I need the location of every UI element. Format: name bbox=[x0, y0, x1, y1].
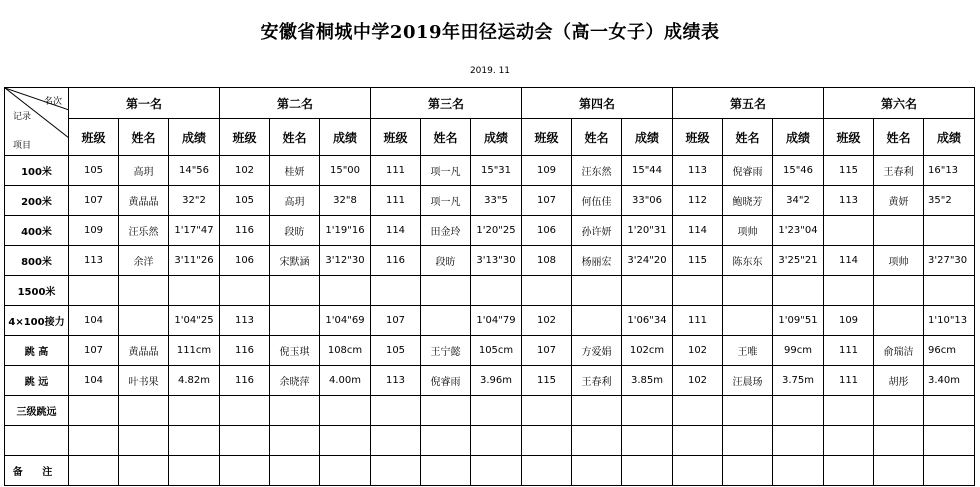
score-cell bbox=[169, 276, 220, 306]
score-cell: 15"00 bbox=[320, 156, 371, 186]
class-cell: 115 bbox=[673, 246, 723, 276]
report-date: 2019. 11 bbox=[469, 66, 511, 76]
event-name: 跳 远 bbox=[5, 366, 69, 396]
name-cell bbox=[572, 426, 622, 456]
rank-header: 第六名 bbox=[824, 88, 975, 119]
score-cell: 4.00m bbox=[320, 366, 371, 396]
score-cell: 1'04"69 bbox=[320, 306, 371, 336]
class-header: 班级 bbox=[522, 119, 572, 156]
name-cell: 项一凡 bbox=[421, 156, 471, 186]
class-cell bbox=[824, 396, 874, 426]
score-cell: 3.96m bbox=[471, 366, 522, 396]
class-cell: 107 bbox=[522, 336, 572, 366]
score-cell bbox=[169, 456, 220, 486]
score-cell: 1'04"79 bbox=[471, 306, 522, 336]
class-cell bbox=[69, 396, 119, 426]
event-name: 400米 bbox=[5, 216, 69, 246]
score-cell bbox=[471, 276, 522, 306]
name-cell: 孙许妍 bbox=[572, 216, 622, 246]
score-cell: 3'27"30 bbox=[924, 246, 975, 276]
name-cell bbox=[723, 426, 773, 456]
class-cell bbox=[220, 426, 270, 456]
name-cell: 桂妍 bbox=[270, 156, 320, 186]
score-cell bbox=[773, 426, 824, 456]
rank-header: 第三名 bbox=[371, 88, 522, 119]
table-row bbox=[5, 396, 975, 426]
class-cell: 111 bbox=[824, 336, 874, 366]
name-cell: 王春利 bbox=[874, 156, 924, 186]
class-cell: 105 bbox=[220, 186, 270, 216]
class-cell: 113 bbox=[371, 366, 421, 396]
class-header: 班级 bbox=[220, 119, 270, 156]
score-cell: 1'04"25 bbox=[169, 306, 220, 336]
corner-label-event: 项目 bbox=[13, 141, 32, 151]
event-name: 100米 bbox=[5, 156, 69, 186]
class-cell bbox=[522, 456, 572, 486]
name-header: 姓名 bbox=[874, 119, 924, 156]
name-cell: 段昉 bbox=[270, 216, 320, 246]
rank-header: 第一名 bbox=[69, 88, 220, 119]
class-cell: 116 bbox=[220, 336, 270, 366]
score-cell: 3'12"30 bbox=[320, 246, 371, 276]
class-cell bbox=[522, 276, 572, 306]
class-cell: 102 bbox=[522, 306, 572, 336]
class-cell bbox=[69, 426, 119, 456]
score-cell: 3.40m bbox=[924, 366, 975, 396]
score-header: 成绩 bbox=[169, 119, 220, 156]
class-header: 班级 bbox=[673, 119, 723, 156]
event-name bbox=[5, 426, 69, 456]
score-cell bbox=[622, 396, 673, 426]
class-header: 班级 bbox=[371, 119, 421, 156]
rank-header: 第二名 bbox=[220, 88, 371, 119]
name-cell: 黄晶晶 bbox=[119, 186, 169, 216]
name-cell: 叶书果 bbox=[119, 366, 169, 396]
table-row bbox=[5, 276, 975, 306]
class-cell: 111 bbox=[824, 366, 874, 396]
score-cell: 1'20"31 bbox=[622, 216, 673, 246]
event-name: 备 注 bbox=[5, 456, 69, 486]
table-row bbox=[5, 456, 975, 486]
score-cell: 3'13"30 bbox=[471, 246, 522, 276]
name-cell bbox=[874, 276, 924, 306]
score-cell: 1'10"13 bbox=[924, 306, 975, 336]
score-cell bbox=[773, 276, 824, 306]
class-cell: 111 bbox=[371, 156, 421, 186]
name-cell: 余晓萍 bbox=[270, 366, 320, 396]
name-cell bbox=[874, 396, 924, 426]
name-cell: 宋默涵 bbox=[270, 246, 320, 276]
class-cell: 107 bbox=[522, 186, 572, 216]
class-cell bbox=[69, 456, 119, 486]
score-cell bbox=[622, 276, 673, 306]
score-cell: 108cm bbox=[320, 336, 371, 366]
event-name: 跳 高 bbox=[5, 336, 69, 366]
class-cell bbox=[69, 276, 119, 306]
score-cell: 15"46 bbox=[773, 156, 824, 186]
name-cell bbox=[723, 306, 773, 336]
score-cell bbox=[924, 456, 975, 486]
name-cell: 俞瑞洁 bbox=[874, 336, 924, 366]
score-cell bbox=[320, 276, 371, 306]
class-cell: 102 bbox=[673, 336, 723, 366]
class-cell: 116 bbox=[220, 366, 270, 396]
class-cell: 105 bbox=[69, 156, 119, 186]
results-table bbox=[4, 87, 975, 486]
name-header: 姓名 bbox=[421, 119, 471, 156]
score-cell: 111cm bbox=[169, 336, 220, 366]
name-cell: 何伍佳 bbox=[572, 186, 622, 216]
score-cell bbox=[471, 396, 522, 426]
class-cell bbox=[673, 396, 723, 426]
name-cell bbox=[119, 306, 169, 336]
score-cell: 96cm bbox=[924, 336, 975, 366]
name-cell: 高玥 bbox=[270, 186, 320, 216]
class-cell: 115 bbox=[522, 366, 572, 396]
event-name: 4×100接力 bbox=[5, 306, 69, 336]
score-cell bbox=[320, 456, 371, 486]
score-cell: 1'20"25 bbox=[471, 216, 522, 246]
score-cell bbox=[924, 216, 975, 246]
class-header: 班级 bbox=[824, 119, 874, 156]
name-cell bbox=[572, 306, 622, 336]
score-header: 成绩 bbox=[320, 119, 371, 156]
score-cell bbox=[773, 456, 824, 486]
event-name: 200米 bbox=[5, 186, 69, 216]
name-header: 姓名 bbox=[723, 119, 773, 156]
name-cell bbox=[119, 276, 169, 306]
class-cell bbox=[220, 276, 270, 306]
class-cell: 112 bbox=[673, 186, 723, 216]
name-cell: 黄晶晶 bbox=[119, 336, 169, 366]
header-corner-cell bbox=[5, 88, 69, 156]
table-row bbox=[5, 306, 975, 336]
score-cell bbox=[622, 456, 673, 486]
score-cell: 32"2 bbox=[169, 186, 220, 216]
name-cell bbox=[874, 426, 924, 456]
name-cell bbox=[723, 276, 773, 306]
score-cell: 14"56 bbox=[169, 156, 220, 186]
event-name: 1500米 bbox=[5, 276, 69, 306]
score-cell: 102cm bbox=[622, 336, 673, 366]
event-name: 三级跳远 bbox=[5, 396, 69, 426]
score-cell bbox=[924, 426, 975, 456]
class-cell: 107 bbox=[371, 306, 421, 336]
score-cell: 3'11"26 bbox=[169, 246, 220, 276]
class-cell bbox=[824, 276, 874, 306]
score-cell: 16"13 bbox=[924, 156, 975, 186]
name-header: 姓名 bbox=[270, 119, 320, 156]
table-row bbox=[5, 366, 975, 396]
score-cell: 32"8 bbox=[320, 186, 371, 216]
class-cell: 111 bbox=[673, 306, 723, 336]
name-cell: 段昉 bbox=[421, 246, 471, 276]
score-header: 成绩 bbox=[471, 119, 522, 156]
table-row bbox=[5, 246, 975, 276]
class-cell: 107 bbox=[69, 186, 119, 216]
name-cell: 黄妍 bbox=[874, 186, 924, 216]
rank-header: 第五名 bbox=[673, 88, 824, 119]
class-cell: 106 bbox=[522, 216, 572, 246]
name-header: 姓名 bbox=[572, 119, 622, 156]
corner-label-rank: 名次 bbox=[43, 97, 62, 107]
class-cell bbox=[220, 456, 270, 486]
name-cell: 杨丽宏 bbox=[572, 246, 622, 276]
score-cell: 3'24"20 bbox=[622, 246, 673, 276]
class-cell: 113 bbox=[220, 306, 270, 336]
class-cell: 115 bbox=[824, 156, 874, 186]
class-cell: 111 bbox=[371, 186, 421, 216]
corner-label-record: 记录 bbox=[13, 112, 32, 122]
name-cell: 项一凡 bbox=[421, 186, 471, 216]
score-cell: 105cm bbox=[471, 336, 522, 366]
class-cell bbox=[371, 456, 421, 486]
name-cell bbox=[119, 426, 169, 456]
class-cell bbox=[371, 426, 421, 456]
name-cell bbox=[874, 306, 924, 336]
score-header: 成绩 bbox=[924, 119, 975, 156]
name-cell: 王宁懿 bbox=[421, 336, 471, 366]
class-cell: 106 bbox=[220, 246, 270, 276]
name-cell bbox=[421, 396, 471, 426]
score-cell: 1'23"04 bbox=[773, 216, 824, 246]
name-cell: 胡彤 bbox=[874, 366, 924, 396]
score-cell: 35"2 bbox=[924, 186, 975, 216]
class-cell: 113 bbox=[69, 246, 119, 276]
name-cell: 汪东然 bbox=[572, 156, 622, 186]
score-cell: 15"44 bbox=[622, 156, 673, 186]
class-header: 班级 bbox=[69, 119, 119, 156]
name-cell bbox=[421, 306, 471, 336]
class-cell: 102 bbox=[220, 156, 270, 186]
event-name: 800米 bbox=[5, 246, 69, 276]
name-cell bbox=[572, 396, 622, 426]
class-cell: 113 bbox=[824, 186, 874, 216]
name-cell bbox=[874, 456, 924, 486]
class-cell bbox=[522, 426, 572, 456]
class-cell: 114 bbox=[371, 216, 421, 246]
score-cell: 1'17"47 bbox=[169, 216, 220, 246]
page-title: 安徽省桐城中学2019年田径运动会（高一女子）成绩表 bbox=[260, 22, 720, 43]
score-cell: 1'19"16 bbox=[320, 216, 371, 246]
name-cell: 高玥 bbox=[119, 156, 169, 186]
name-cell bbox=[874, 216, 924, 246]
class-cell bbox=[673, 426, 723, 456]
class-cell: 113 bbox=[673, 156, 723, 186]
class-cell bbox=[220, 396, 270, 426]
score-cell: 3'25"21 bbox=[773, 246, 824, 276]
table-row bbox=[5, 216, 975, 246]
name-cell bbox=[270, 396, 320, 426]
name-cell bbox=[270, 456, 320, 486]
name-cell bbox=[572, 456, 622, 486]
score-cell bbox=[924, 276, 975, 306]
score-header: 成绩 bbox=[773, 119, 824, 156]
score-cell bbox=[924, 396, 975, 426]
class-cell: 104 bbox=[69, 366, 119, 396]
score-cell bbox=[622, 426, 673, 456]
name-cell: 汪晨玚 bbox=[723, 366, 773, 396]
name-cell: 鲍晓芳 bbox=[723, 186, 773, 216]
score-cell: 15"31 bbox=[471, 156, 522, 186]
name-cell: 项帅 bbox=[723, 216, 773, 246]
class-cell: 105 bbox=[371, 336, 421, 366]
table-row bbox=[5, 426, 975, 456]
name-cell: 田金玲 bbox=[421, 216, 471, 246]
score-cell: 99cm bbox=[773, 336, 824, 366]
class-cell: 116 bbox=[220, 216, 270, 246]
class-cell: 114 bbox=[673, 216, 723, 246]
class-cell: 107 bbox=[69, 336, 119, 366]
class-cell bbox=[673, 276, 723, 306]
class-cell bbox=[673, 456, 723, 486]
table-row bbox=[5, 186, 975, 216]
score-cell bbox=[773, 396, 824, 426]
score-cell bbox=[169, 396, 220, 426]
name-cell bbox=[572, 276, 622, 306]
name-header: 姓名 bbox=[119, 119, 169, 156]
score-cell: 34"2 bbox=[773, 186, 824, 216]
class-cell bbox=[824, 216, 874, 246]
score-cell: 33"06 bbox=[622, 186, 673, 216]
class-cell: 109 bbox=[69, 216, 119, 246]
class-cell: 104 bbox=[69, 306, 119, 336]
score-cell bbox=[169, 426, 220, 456]
table-row bbox=[5, 156, 975, 186]
class-cell bbox=[371, 276, 421, 306]
name-cell bbox=[723, 456, 773, 486]
class-cell: 109 bbox=[824, 306, 874, 336]
name-cell: 余洋 bbox=[119, 246, 169, 276]
class-cell: 108 bbox=[522, 246, 572, 276]
score-cell bbox=[320, 426, 371, 456]
class-cell bbox=[824, 456, 874, 486]
class-cell: 116 bbox=[371, 246, 421, 276]
name-cell bbox=[119, 396, 169, 426]
name-cell bbox=[119, 456, 169, 486]
name-cell: 倪睿雨 bbox=[421, 366, 471, 396]
score-cell bbox=[320, 396, 371, 426]
score-cell: 4.82m bbox=[169, 366, 220, 396]
name-cell: 倪睿雨 bbox=[723, 156, 773, 186]
class-cell: 102 bbox=[673, 366, 723, 396]
score-header: 成绩 bbox=[622, 119, 673, 156]
score-cell: 33"5 bbox=[471, 186, 522, 216]
score-cell: 1'06"34 bbox=[622, 306, 673, 336]
class-cell bbox=[522, 396, 572, 426]
name-cell: 汪乐然 bbox=[119, 216, 169, 246]
name-cell bbox=[270, 276, 320, 306]
name-cell bbox=[421, 456, 471, 486]
name-cell bbox=[421, 276, 471, 306]
name-cell: 陈东东 bbox=[723, 246, 773, 276]
name-cell: 王春利 bbox=[572, 366, 622, 396]
name-cell: 方爱娟 bbox=[572, 336, 622, 366]
score-cell bbox=[471, 456, 522, 486]
name-cell: 王唯 bbox=[723, 336, 773, 366]
name-cell: 项帅 bbox=[874, 246, 924, 276]
class-cell: 109 bbox=[522, 156, 572, 186]
rank-header: 第四名 bbox=[522, 88, 673, 119]
score-cell: 3.75m bbox=[773, 366, 824, 396]
score-cell: 1'09"51 bbox=[773, 306, 824, 336]
score-cell bbox=[471, 426, 522, 456]
name-cell bbox=[270, 426, 320, 456]
table-row bbox=[5, 336, 975, 366]
name-cell bbox=[421, 426, 471, 456]
name-cell bbox=[723, 396, 773, 426]
score-cell: 3.85m bbox=[622, 366, 673, 396]
class-cell: 114 bbox=[824, 246, 874, 276]
name-cell: 倪玉琪 bbox=[270, 336, 320, 366]
class-cell bbox=[824, 426, 874, 456]
class-cell bbox=[371, 396, 421, 426]
name-cell bbox=[270, 306, 320, 336]
